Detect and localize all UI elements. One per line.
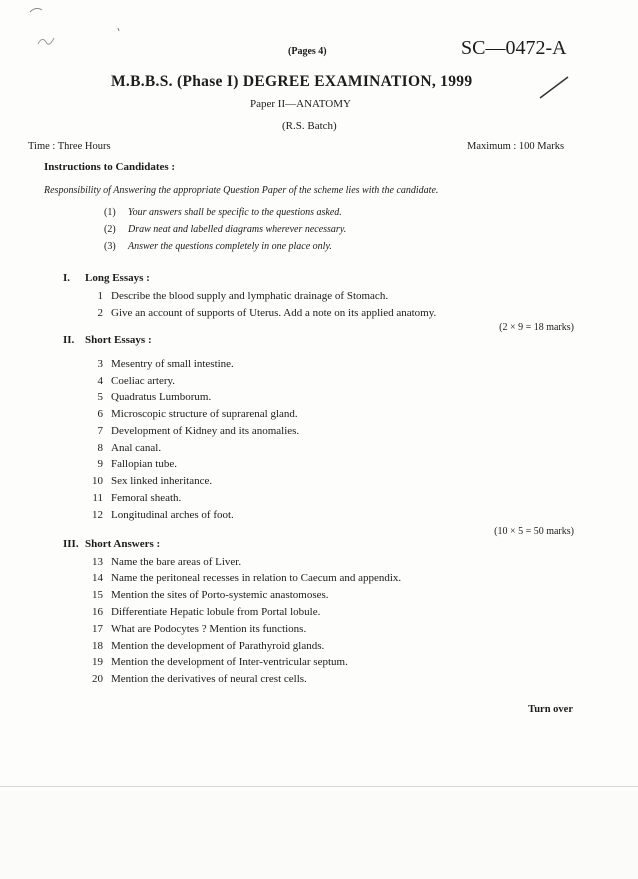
- exam-title: M.B.B.S. (Phase I) DEGREE EXAMINATION, 1999: [111, 73, 473, 90]
- instruction-text: Draw neat and labelled diagrams wherever necessary.: [128, 224, 347, 235]
- question-number: 12: [92, 509, 103, 521]
- question-number: 19: [92, 656, 103, 668]
- maximum-marks: Maximum : 100 Marks: [467, 141, 565, 152]
- instruction-number: (1): [104, 207, 116, 218]
- question-number: 8: [97, 442, 103, 454]
- question: [84, 375, 175, 387]
- question-text: Femoral sheath.: [111, 492, 182, 504]
- question: [84, 606, 320, 618]
- pen-stroke: [540, 77, 568, 98]
- question-text: Anal canal.: [111, 442, 162, 454]
- question-text: Fallopian tube.: [111, 458, 177, 470]
- paper-code: SC—0472-A: [461, 37, 567, 59]
- question-text: Differentiate Hepatic lobule from Portal lobule.: [111, 606, 321, 618]
- instruction-item: [104, 207, 342, 218]
- question: [84, 492, 181, 504]
- question-text: Mention the development of Inter-ventricular septum.: [111, 656, 348, 668]
- page-count: (Pages 4): [288, 46, 327, 57]
- instruction-item: [104, 241, 332, 252]
- question-text: Name the peritoneal recesses in relation to Caecum and appendix.: [111, 572, 402, 584]
- question-number: 9: [97, 458, 103, 470]
- instruction-number: (3): [104, 241, 116, 252]
- question: [84, 290, 388, 302]
- question: [84, 656, 348, 668]
- question: [84, 640, 324, 652]
- question-number: 4: [97, 375, 103, 387]
- section-title: Short Essays :: [85, 334, 152, 346]
- question-text: Mention the development of Parathyroid glands.: [111, 640, 325, 652]
- question-text: Mesentry of small intestine.: [111, 358, 234, 370]
- question-text: Describe the blood supply and lymphatic drainage of Stomach.: [111, 290, 389, 302]
- question: [84, 358, 234, 370]
- question: [84, 589, 329, 601]
- instruction-item: [104, 224, 346, 235]
- question-text: Coeliac artery.: [111, 375, 176, 387]
- question: [84, 391, 211, 403]
- question-number: 13: [92, 556, 103, 568]
- question-number: 16: [92, 606, 103, 618]
- section-heading: [63, 334, 152, 346]
- instructions-heading: Instructions to Candidates :: [44, 161, 176, 173]
- question-number: 10: [92, 475, 103, 487]
- question-text: Longitudinal arches of foot.: [111, 509, 234, 521]
- question: [84, 408, 298, 420]
- question-number: 5: [97, 391, 103, 403]
- question-text: Sex linked inheritance.: [111, 475, 213, 487]
- question: [84, 442, 161, 454]
- section-heading: [63, 272, 150, 284]
- question-text: Mention the derivatives of neural crest cells.: [111, 673, 307, 685]
- question-number: 14: [92, 572, 103, 584]
- question-number: 3: [97, 358, 103, 370]
- question-text: Quadratus Lumborum.: [111, 391, 212, 403]
- page-bottom-edge: [0, 786, 638, 787]
- question: [84, 458, 177, 470]
- question-text: What are Podocytes ? Mention its functions.: [111, 623, 307, 635]
- paper-subject: Paper II—ANATOMY: [250, 98, 351, 110]
- question-number: 7: [97, 425, 103, 437]
- question: [84, 425, 299, 437]
- batch: (R.S. Batch): [282, 120, 337, 132]
- instruction-number: (2): [104, 224, 116, 235]
- question-number: 11: [92, 492, 103, 504]
- section-number: II.: [63, 334, 75, 346]
- section-marks: (10 × 5 = 50 marks): [494, 526, 574, 537]
- section-marks: (2 × 9 = 18 marks): [499, 322, 574, 333]
- instruction-text: Answer the questions completely in one place only.: [128, 241, 332, 252]
- question: [84, 556, 241, 568]
- question-text: Development of Kidney and its anomalies.: [111, 425, 300, 437]
- question-number: 15: [92, 589, 103, 601]
- question: [84, 475, 212, 487]
- section-number: III.: [63, 538, 79, 550]
- question-number: 6: [97, 408, 103, 420]
- question-text: Name the bare areas of Liver.: [111, 556, 242, 568]
- question-text: Mention the sites of Porto-systemic anastomoses.: [111, 589, 329, 601]
- question: [84, 673, 307, 685]
- question-number: 18: [92, 640, 103, 652]
- question-number: 2: [97, 307, 103, 319]
- question-text: Give an account of supports of Uterus. Add a note on its applied anatomy.: [111, 307, 437, 319]
- section-title: Long Essays :: [85, 272, 150, 284]
- question-number: 1: [97, 290, 103, 302]
- question: [84, 509, 234, 521]
- section-number: I.: [63, 272, 71, 284]
- question-number: 17: [92, 623, 103, 635]
- question: [84, 572, 401, 584]
- section-heading: [63, 538, 160, 550]
- time-allowed: Time : Three Hours: [28, 141, 111, 152]
- instruction-text: Your answers shall be specific to the questions asked.: [128, 207, 342, 218]
- question: [84, 623, 306, 635]
- question-number: 20: [92, 673, 103, 685]
- question-text: Microscopic structure of suprarenal gland.: [111, 408, 298, 420]
- question: [84, 307, 436, 319]
- section-title: Short Answers :: [85, 538, 161, 550]
- responsibility-note: Responsibility of Answering the appropriate Question Paper of the scheme lies with the candidate.: [44, 185, 439, 196]
- turn-over-note: Turn over: [528, 704, 573, 715]
